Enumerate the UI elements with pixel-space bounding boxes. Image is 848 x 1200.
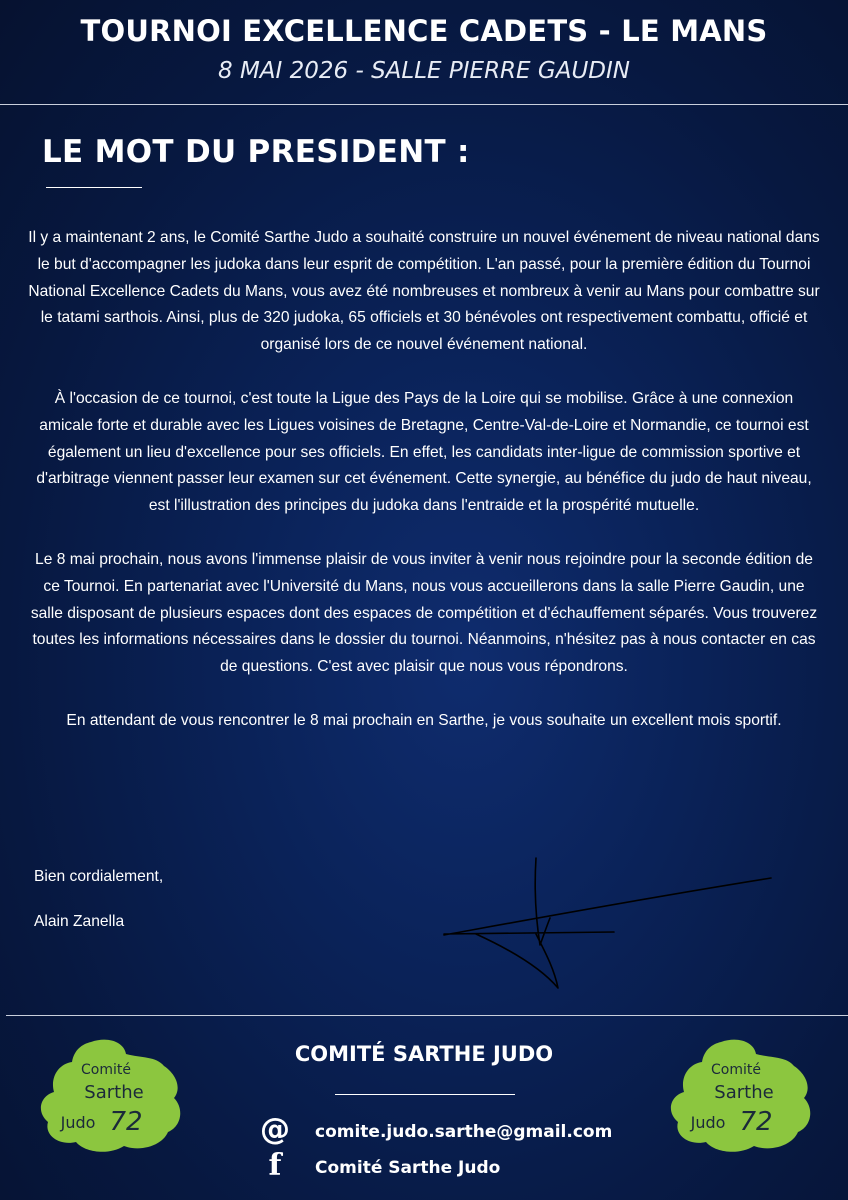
footer-title-underline	[335, 1094, 515, 1095]
email-link[interactable]: comite.judo.sarthe@gmail.com	[315, 1122, 613, 1142]
signature-image	[436, 850, 776, 990]
closing-text: Bien cordialement,	[34, 868, 164, 885]
comite-sarthe-judo-logo	[36, 1036, 186, 1156]
header-divider	[0, 104, 848, 105]
page-subtitle: 8 MAI 2026 - SALLE PIERRE GAUDIN	[218, 58, 630, 84]
logo-number: 72	[109, 1107, 143, 1137]
page-title: TOURNOI EXCELLENCE CADETS - LE MANS	[80, 14, 768, 48]
footer-title: COMITÉ SARTHE JUDO	[294, 1042, 554, 1066]
facebook-icon: f	[268, 1148, 282, 1183]
paragraph: À l'occasion de ce tournoi, c'est toute la Ligue des Pays de la Loire qui se mobilise. Grâce à une connexion amicale forte et durable avec les Ligues voisines de Bretagne, Centre-Val-de-Loire et Normandie, ce tournoi est également un lieu d'excellence pour ses officiels. En effet, les candidats inter-ligue de commission sportive et d'arbitrage viennent passer leur examen sur cet événement. Cette synergie, au bénéfice du judo de haut niveau, est l'illustration des principes du judoka dans l'entraide et la prospérité mutuelle.	[36, 389, 812, 515]
logo-number: 72	[739, 1107, 773, 1137]
paragraph: Le 8 mai prochain, nous avons l'immense plaisir de vous inviter à venir nous rejoindre pour la seconde édition de ce Tournoi. En partenariat avec l'Université du Mans, nous vous accueillerons dans la salle Pierre Gaudin, une salle disposant de plusieurs espaces dont des espaces de compétition et d'échauffement séparés. Vous trouverez toutes les informations nécessaires dans le dossier du tournoi. Néanmoins, n'hésitez pas à nous contacter en cas de questions. C'est avec plaisir que nous vous répondrons.	[30, 550, 818, 676]
at-icon: @	[260, 1112, 290, 1147]
paragraph: En attendant de vous rencontrer le 8 mai prochain en Sarthe, je vous souhaite un excellent mois sportif.	[66, 711, 782, 729]
logo-line2: Sarthe	[84, 1082, 144, 1103]
facebook-link[interactable]: Comité Sarthe Judo	[315, 1158, 501, 1178]
footer-divider	[6, 1015, 848, 1016]
letter-body	[28, 225, 820, 762]
paragraph: Il y a maintenant 2 ans, le Comité Sarthe Judo a souhaité construire un nouvel événement de niveau national dans le but d'accompagner les judoka dans leur esprit de compétition. L'an passé, pour la première édition du Tournoi National Excellence Cadets du Mans, vous avez été nombreuses et nombreux à venir au Mans pour combattre sur le tatami sarthois. Ainsi, plus de 320 judoka, 65 officiels et 30 bénévoles ont respectivement combattu, officié et organisé lors de ce nouvel événement national.	[28, 229, 820, 354]
comite-sarthe-judo-logo	[666, 1036, 816, 1156]
logo-line3: Judo	[690, 1113, 726, 1132]
logo-line3: Judo	[60, 1113, 96, 1132]
header	[0, 0, 848, 104]
section-title: LE MOT DU PRESIDENT :	[42, 134, 470, 170]
signatory-name: Alain Zanella	[34, 913, 125, 930]
logo-line1: Comité	[711, 1062, 761, 1078]
logo-line2: Sarthe	[714, 1082, 774, 1103]
logo-line1: Comité	[81, 1062, 131, 1078]
section-title-underline	[46, 187, 142, 188]
